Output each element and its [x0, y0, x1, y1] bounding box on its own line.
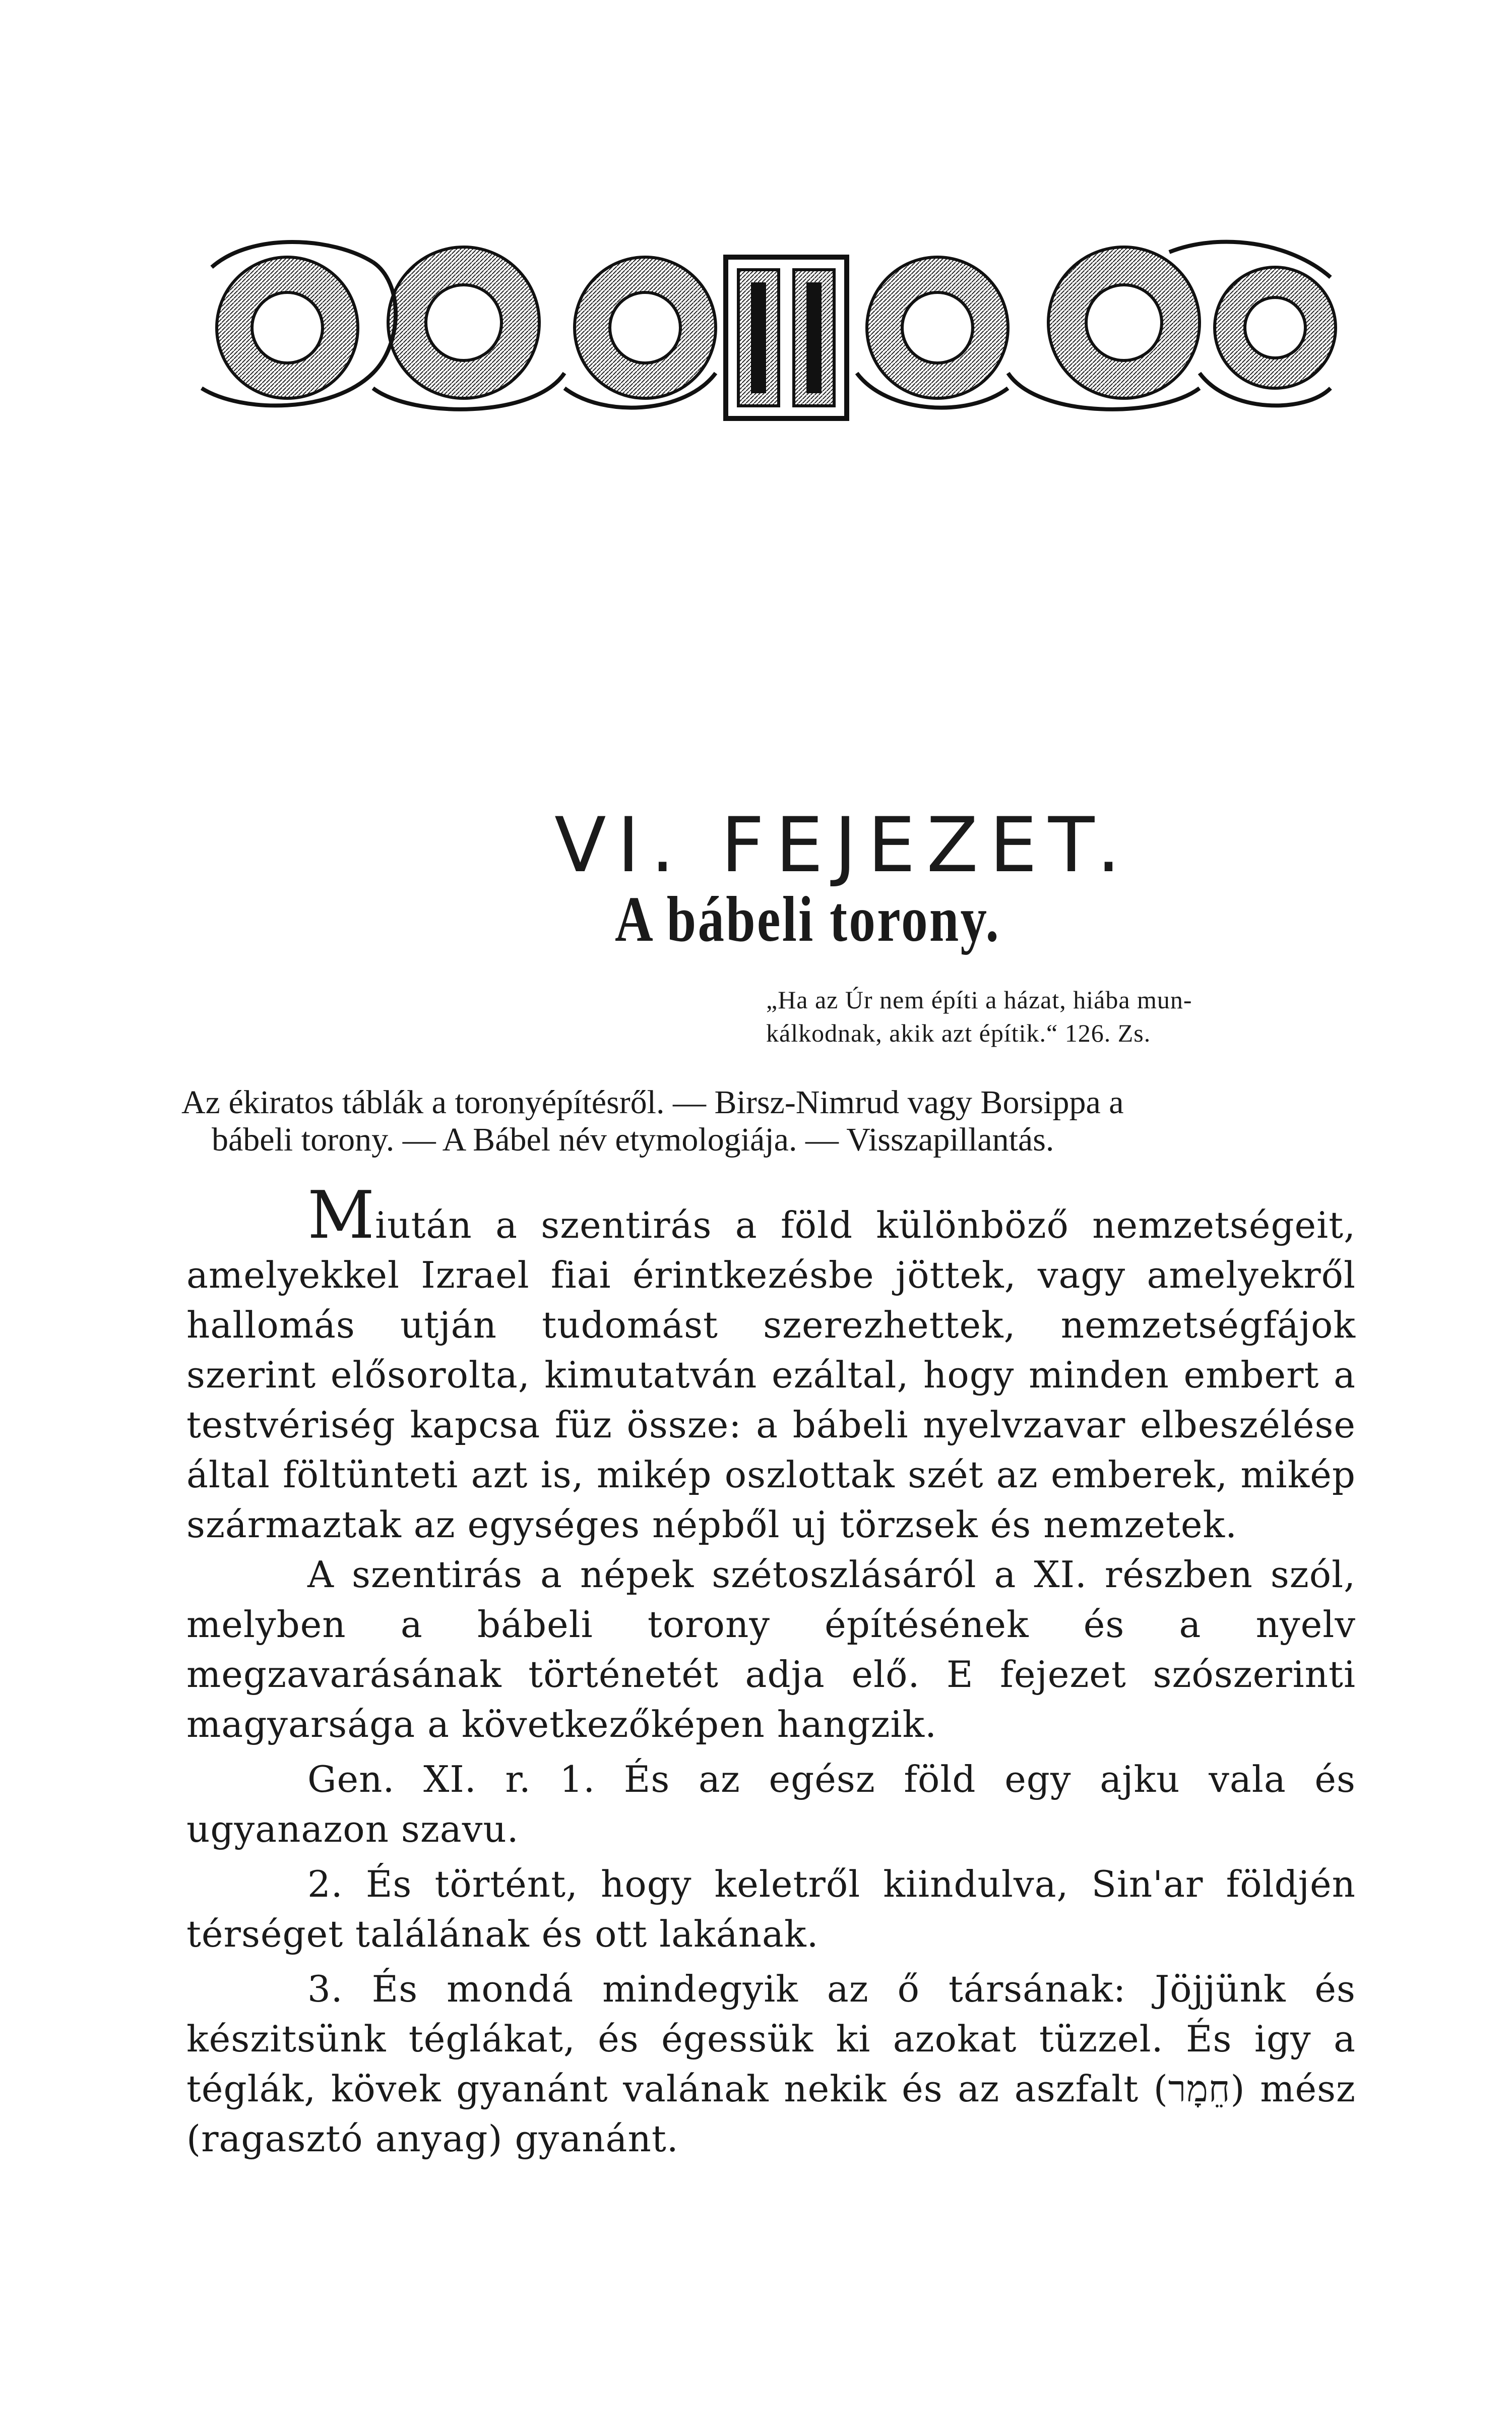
summary-line-1: Az ékiratos táblák a toronyépítésről. — Birsz-Nimrud vagy Borsippa a: [181, 1084, 1124, 1121]
verse-3: 3. És mondá mindegyik az ő társának: Jöjjünk és készitsünk téglákat, és égessük ki azokat tüzzel. És igy a téglák, kövek gyanánt valának nekik és az aszfalt (חֵמָר) mész (ragasztó anyag) gyanánt.: [186, 1968, 1356, 2160]
chapter-summary: [181, 1084, 1356, 1159]
ornament-header-icon: [181, 222, 1341, 434]
paragraph-2: A szentirás a népek szétoszlásáról a XI. részben szól, melyben a bábeli torony építésének és a nyelv megzavarásának történetét adja elő. E fejezet szószerinti magyarsága a következőképen hangzik.: [186, 1553, 1356, 1745]
epigraph-line-1: „Ha az Úr nem építi a házat, hiába mun-: [766, 986, 1192, 1014]
chapter-title: A bábeli torony.: [615, 883, 1001, 955]
verse-2: 2. És történt, hogy keletről kiindulva, Sin'ar földjén térséget találának és ott lakának.: [186, 1863, 1356, 1955]
verse-1: Gen. XI. r. 1. És az egész föld egy ajku vala és ugyanazon szavu.: [186, 1758, 1356, 1850]
epigraph-line-2: kálkodnak, akik azt építik.“ 126. Zs.: [766, 1019, 1151, 1047]
drop-cap: M: [307, 1177, 375, 1253]
summary-line-2: bábeli torony. — A Bábel név etymologiája. — Visszapillantás.: [212, 1121, 1054, 1158]
epigraph: [766, 983, 1356, 1050]
paragraph-1: [186, 1177, 1356, 1550]
paragraph-1-text: iután a szentirás a föld különböző nemzetségeit, amelyekkel Izrael fiai érintkezésbe jöttek, vagy amelyekről hallomás utján tudomást szerezhettek, nemzetségfájok szerint elősorolta, kimutatván ezáltal, hogy minden embert a testvériség kapcsa füz össze: a bábeli nyelvzavar elbeszélése által föltünteti azt is, mikép oszlottak szét az emberek, mikép származtak az egységes népből uj törzsek és nemzetek.: [186, 1204, 1356, 1546]
body-text: [186, 1177, 1356, 2164]
chapter-number: VI. FEJEZET.: [554, 802, 1132, 889]
